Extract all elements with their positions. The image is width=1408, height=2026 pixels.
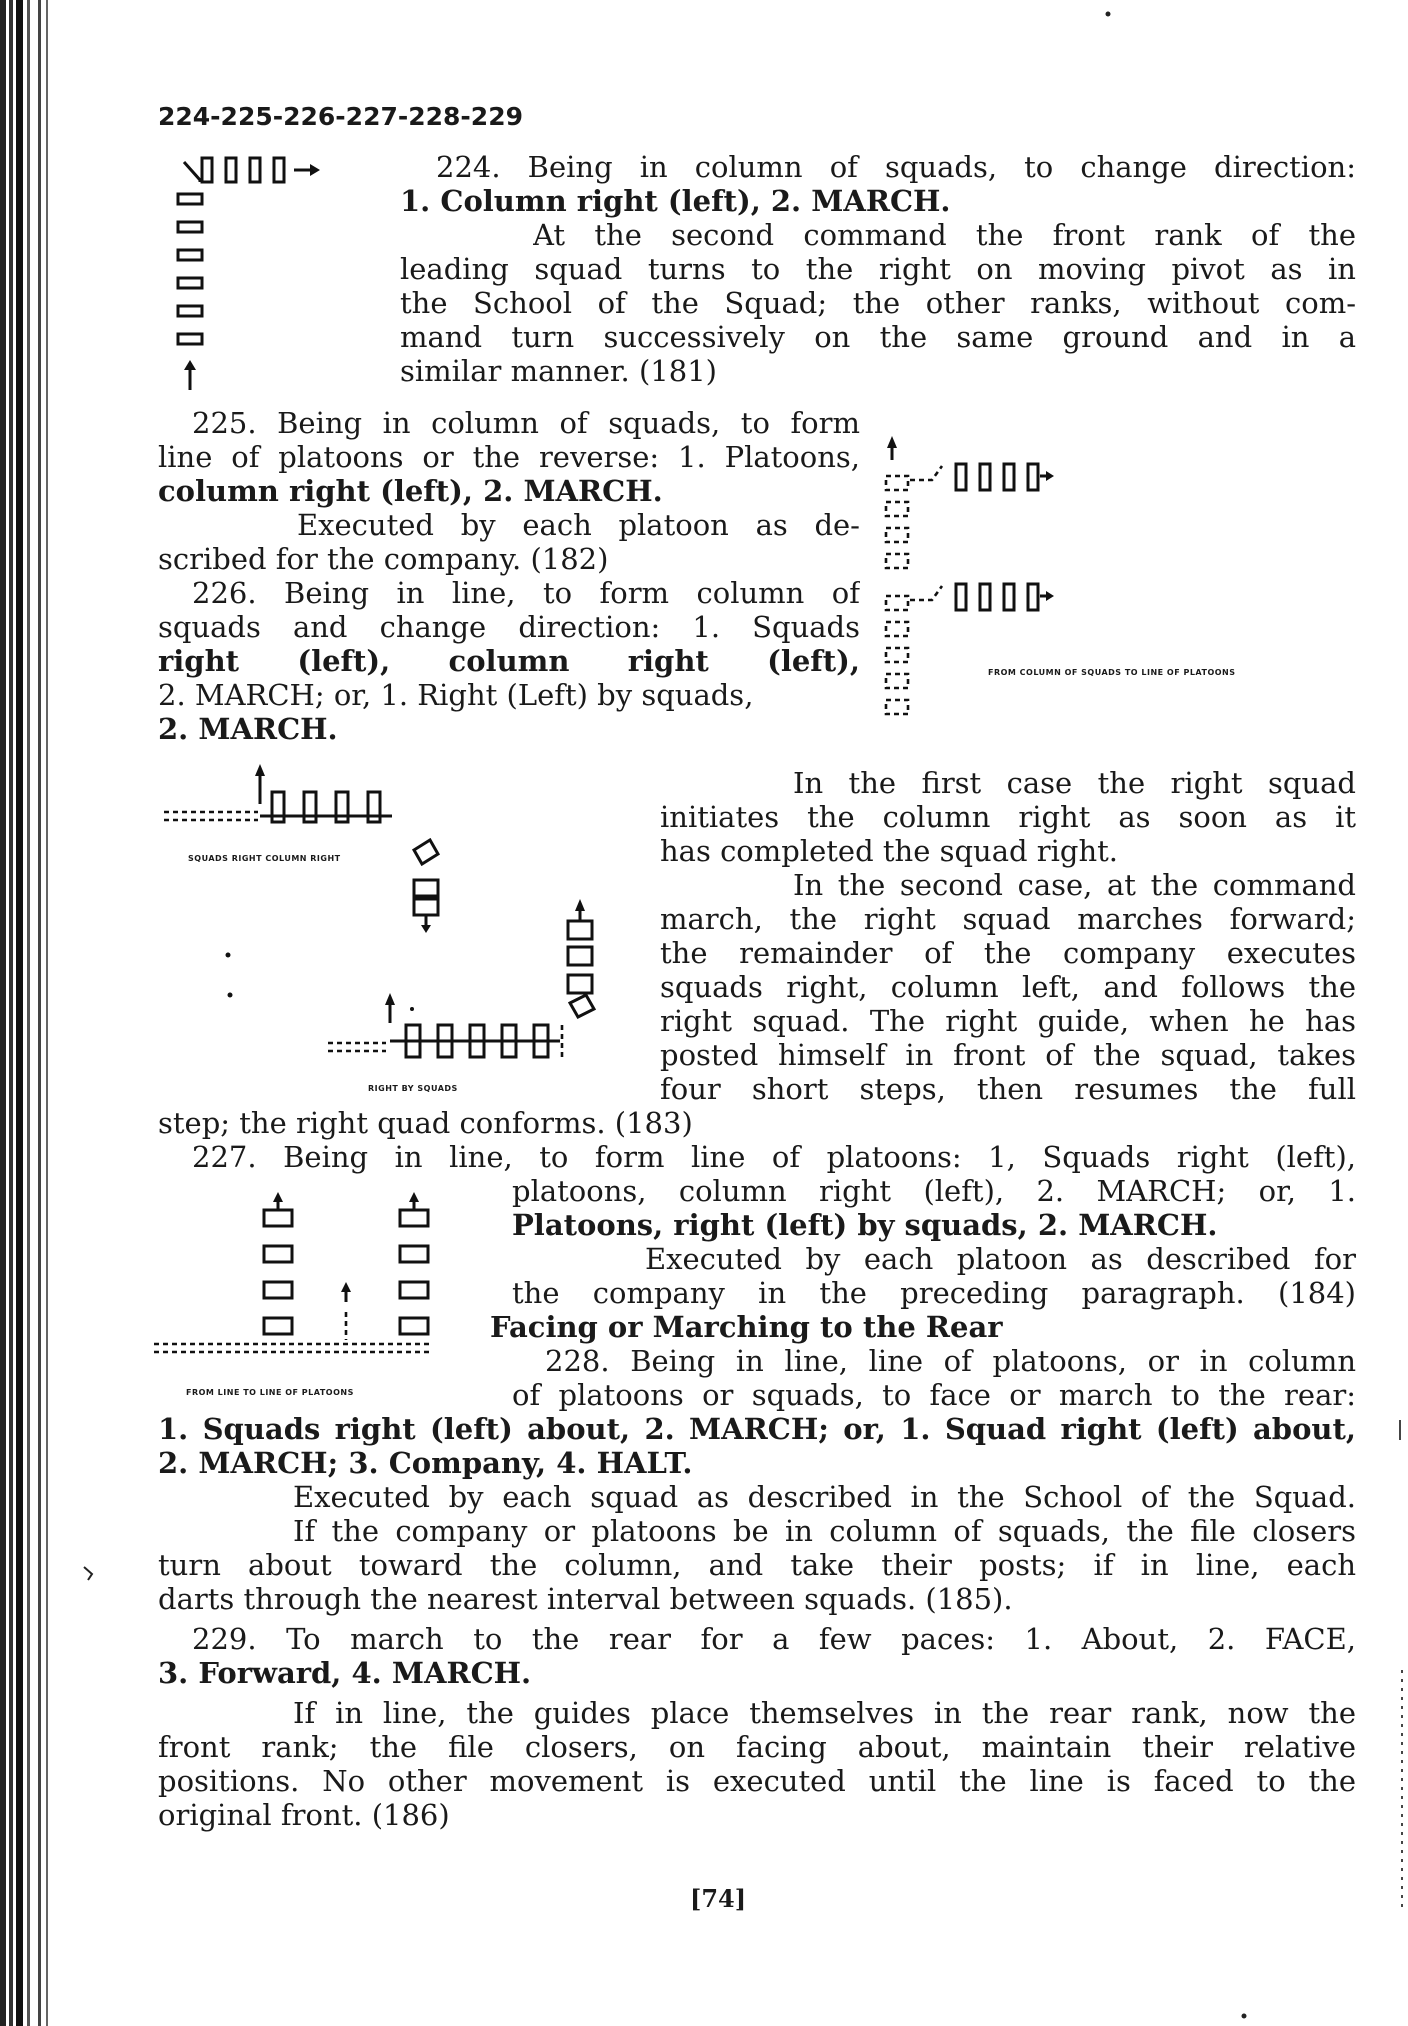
p226-line-6: In the first case the right squad	[793, 766, 1356, 800]
p225-line-5: scribed for the company. (182)	[158, 542, 609, 576]
p224-line-4: leading squad turns to the right on moving pivot as in	[400, 252, 1356, 286]
p226-line-11: the remainder of the company executes	[660, 936, 1356, 970]
p228-line-1: 228. Being in line, line of platoons, or in column	[545, 1344, 1356, 1378]
p224-line-1: 224. Being in column of squads, to change direction:	[436, 150, 1356, 184]
p229-line-2: 3. Forward, 4. MARCH.	[158, 1656, 532, 1690]
p227-line-1: 227. Being in line, to form line of platoons: 1, Squads right (left),	[192, 1140, 1356, 1174]
figure-225-column-to-platoons	[880, 430, 1140, 730]
p225-line-2: line of platoons or the reverse: 1. Platoons,	[158, 440, 860, 474]
p228-line-2: of platoons or squads, to face or march to the rear:	[512, 1378, 1356, 1412]
figure-224-column-right	[170, 148, 360, 396]
p228-line-7: turn about toward the column, and take their posts; if in line, each	[158, 1548, 1356, 1582]
p226-line-13: right squad. The right guide, when he has	[660, 1004, 1356, 1038]
p229-line-1: 229. To march to the rear for a few paces: 1. About, 2. FACE,	[192, 1622, 1356, 1656]
p226-line-7: initiates the column right as soon as it	[660, 800, 1356, 834]
p224-line-5: the School of the Squad; the other ranks, without com-	[400, 286, 1356, 320]
p228-line-8: darts through the nearest interval between squads. (185).	[158, 1582, 1013, 1616]
p226-line-9: In the second case, at the command	[793, 868, 1356, 902]
p227-line-4: Executed by each platoon as described for	[645, 1242, 1356, 1276]
p229-line-4: front rank; the file closers, on facing about, maintain their relative	[158, 1730, 1356, 1764]
p226-line-2: squads and change direction: 1. Squads	[158, 610, 860, 644]
p224-line-6: mand turn successively on the same ground and in a	[400, 320, 1356, 354]
section-heading: Facing or Marching to the Rear	[490, 1310, 1003, 1344]
p226-line-14: posted himself in front of the squad, takes	[660, 1038, 1356, 1072]
page-number: [74]	[690, 1884, 747, 1913]
figure-226-right-by-squads	[190, 895, 630, 1090]
p229-line-3: If in line, the guides place themselves in the rear rank, now the	[293, 1696, 1356, 1730]
p228-line-6: If the company or platoons be in column of squads, the file closers	[293, 1514, 1356, 1548]
p226-line-1: 226. Being in line, to form column of	[192, 576, 860, 610]
p224-line-3: At the second command the front rank of the	[533, 218, 1356, 252]
p226-line-12: squads right, column left, and follows the	[660, 970, 1356, 1004]
p224-line-2: 1. Column right (left), 2. MARCH.	[400, 184, 951, 218]
p227-line-3: Platoons, right (left) by squads, 2. MARCH.	[512, 1208, 1218, 1242]
p227-line-2: platoons, column right (left), 2. MARCH; or, 1.	[512, 1174, 1356, 1208]
caption-figure-226b: RIGHT BY SQUADS	[368, 1084, 458, 1093]
p228-line-5: Executed by each squad as described in the School of the Squad.	[293, 1480, 1356, 1514]
p227-line-5: the company in the preceding paragraph. (184)	[512, 1276, 1356, 1310]
paragraph-range-header: 224-225-226-227-228-229	[158, 102, 523, 131]
p228-line-4: 2. MARCH; 3. Company, 4. HALT.	[158, 1446, 693, 1480]
caption-figure-226a: SQUADS RIGHT COLUMN RIGHT	[188, 854, 341, 863]
p228-line-3: 1. Squads right (left) about, 2. MARCH; or, 1. Squad right (left) about,	[158, 1412, 1356, 1446]
p226-line-10: march, the right squad marches forward;	[660, 902, 1356, 936]
p229-line-5: positions. No other movement is executed until the line is faced to the	[158, 1764, 1356, 1798]
p225-line-1: 225. Being in column of squads, to form	[192, 406, 860, 440]
p226-line-4: 2. MARCH; or, 1. Right (Left) by squads,	[158, 678, 754, 712]
caption-figure-227: FROM LINE TO LINE OF PLATOONS	[186, 1388, 354, 1397]
p226-line-16: step; the right quad conforms. (183)	[158, 1106, 693, 1140]
figure-227-line-to-platoons	[150, 1190, 480, 1375]
p226-line-5: 2. MARCH.	[158, 712, 338, 746]
p225-line-3: column right (left), 2. MARCH.	[158, 474, 663, 508]
p226-line-3: right (left), column right (left),	[158, 644, 860, 678]
p226-line-15: four short steps, then resumes the full	[660, 1072, 1356, 1106]
p229-line-6: original front. (186)	[158, 1798, 450, 1832]
p226-line-8: has completed the squad right.	[660, 834, 1119, 868]
p224-line-7: similar manner. (181)	[400, 354, 717, 388]
p225-line-4: Executed by each platoon as de-	[297, 508, 860, 542]
caption-figure-225: FROM COLUMN OF SQUADS TO LINE OF PLATOONS	[988, 668, 1236, 677]
